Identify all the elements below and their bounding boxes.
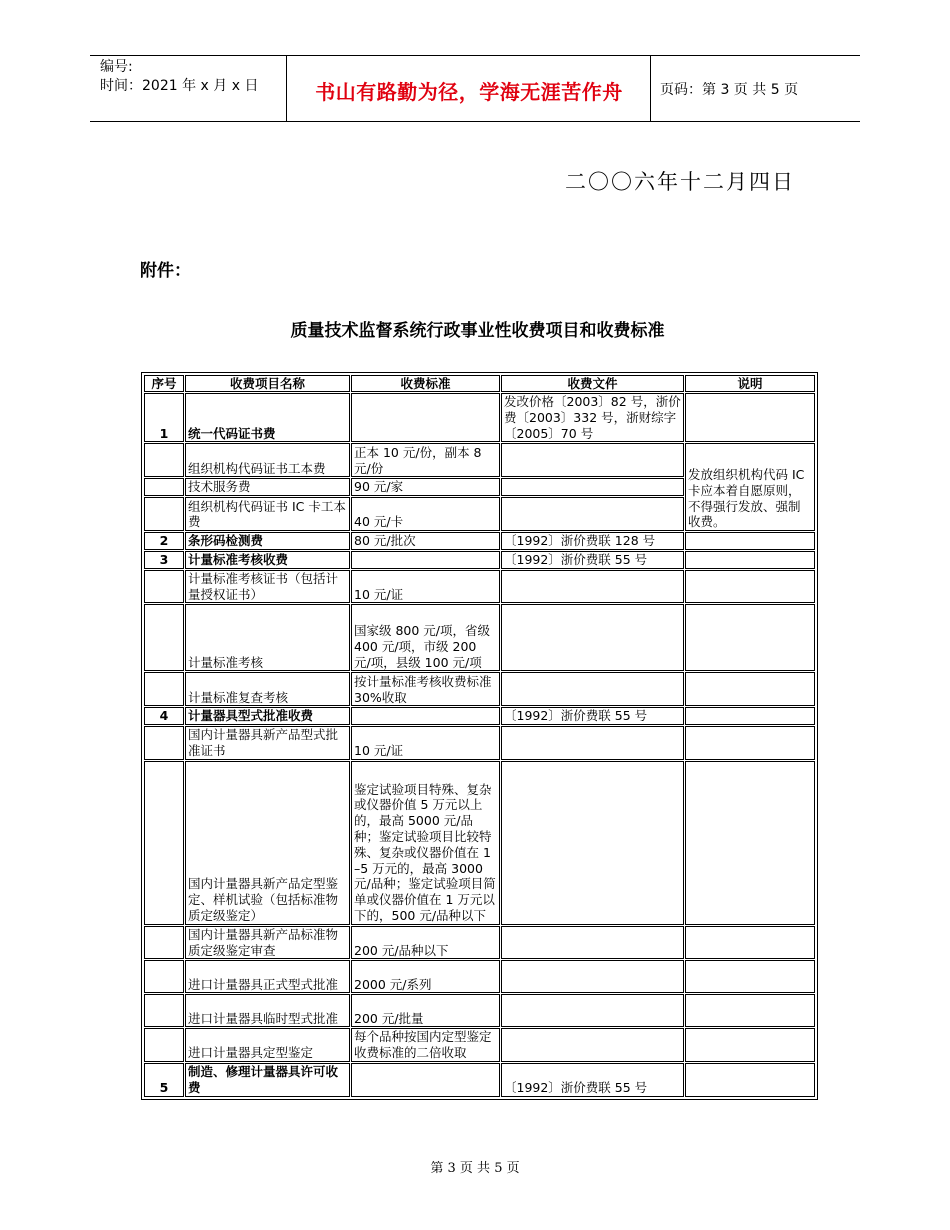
row-note [685, 994, 815, 1027]
row-name: 计量标准复查考核 [185, 672, 350, 706]
row-standard: 40 元/卡 [351, 497, 500, 531]
row-document [501, 604, 684, 671]
row-standard: 200 元/批量 [351, 994, 500, 1027]
header-motto: 书山有路勤为径，学海无涯苦作舟 [315, 80, 623, 104]
row-document [501, 443, 684, 477]
row-name: 组织机构代码证书 IC 卡工本费 [185, 497, 350, 531]
row-standard: 200 元/品种以下 [351, 926, 500, 960]
row-document [501, 478, 684, 496]
row-standard: 10 元/证 [351, 726, 500, 760]
row-no: 3 [144, 551, 184, 569]
row-no: 5 [144, 1063, 184, 1097]
row-no [144, 478, 184, 496]
attachment-label: 附件： [140, 261, 191, 281]
row-no [144, 761, 184, 925]
row-name: 计量标准考核证书（包括计量授权证书） [185, 570, 350, 604]
row-note [685, 672, 815, 706]
row-note [685, 570, 815, 604]
row-name: 条形码检测费 [185, 532, 350, 550]
row-no: 1 [144, 393, 184, 442]
row-name: 计量标准考核收费 [185, 551, 350, 569]
row-standard [351, 551, 500, 569]
table-row [144, 672, 815, 706]
row-no [144, 443, 184, 477]
row-name: 制造、修理计量器具许可收费 [185, 1063, 350, 1097]
row-document [501, 926, 684, 960]
row-document: 〔1992〕浙价费联 55 号 [501, 707, 684, 725]
row-no [144, 994, 184, 1027]
table-row [144, 761, 815, 925]
row-document [501, 1028, 684, 1062]
row-note [685, 604, 815, 671]
header-divider [650, 55, 651, 121]
table-row [144, 1063, 815, 1097]
row-document [501, 994, 684, 1027]
fee-table-frame [141, 372, 818, 1100]
row-standard: 国家级 800 元/项，省级 400 元/项，市级 200 元/项，县级 100 元/项 [351, 604, 500, 671]
row-no [144, 497, 184, 531]
table-header-row [144, 375, 815, 392]
row-name: 国内计量器具新产品型式批准证书 [185, 726, 350, 760]
row-name: 国内计量器具新产品标准物质定级鉴定审查 [185, 926, 350, 960]
row-document: 〔1992〕浙价费联 55 号 [501, 1063, 684, 1097]
header-divider [286, 55, 287, 121]
row-no [144, 604, 184, 671]
row-no [144, 960, 184, 993]
row-name: 进口计量器具定型鉴定 [185, 1028, 350, 1062]
row-name: 国内计量器具新产品定型鉴定、样机试验（包括标准物质定级鉴定） [185, 761, 350, 925]
row-no: 4 [144, 707, 184, 725]
row-document: 〔1992〕浙价费联 55 号 [501, 551, 684, 569]
row-standard: 按计量标准考核收费标准 30%收取 [351, 672, 500, 706]
row-document [501, 672, 684, 706]
row-standard: 鉴定试验项目特殊、复杂或仪器价值 5 万元以上的，最高 5000 元/品种；鉴定试验项目比较特殊、复杂或仪器价值在 1–5 万元的，最高 3000 元/品种；鉴定试验项目简单或仪器价值在 1 万元以下的，500 元/品种以下 [351, 761, 500, 925]
header-bottom-rule [90, 121, 860, 122]
row-note [685, 726, 815, 760]
table-row [144, 443, 815, 477]
row-note [685, 1063, 815, 1097]
table-row [144, 726, 815, 760]
row-name: 进口计量器具正式型式批准 [185, 960, 350, 993]
table-row [144, 960, 815, 993]
row-note [685, 1028, 815, 1062]
row-standard [351, 1063, 500, 1097]
row-standard: 90 元/家 [351, 478, 500, 496]
row-name: 组织机构代码证书工本费 [185, 443, 350, 477]
header-meta [100, 58, 258, 96]
row-name: 计量器具型式批准收费 [185, 707, 350, 725]
table-title: 质量技术监督系统行政事业性收费项目和收费标准 [290, 321, 665, 341]
table-row [144, 570, 815, 604]
header-cell-note: 说明 [685, 375, 815, 392]
row-note [685, 761, 815, 925]
header-cell-document: 收费文件 [501, 375, 684, 392]
row-no [144, 926, 184, 960]
row-note [685, 532, 815, 550]
header-cell-no: 序号 [144, 375, 184, 392]
row-note [685, 926, 815, 960]
row-standard: 80 元/批次 [351, 532, 500, 550]
row-no [144, 726, 184, 760]
table-row [144, 604, 815, 671]
row-name: 统一代码证书费 [185, 393, 350, 442]
row-document [501, 726, 684, 760]
row-note [685, 707, 815, 725]
header-cell-name: 收费项目名称 [185, 375, 350, 392]
page-footer: 第 3 页 共 5 页 [430, 1161, 520, 1176]
row-standard: 每个品种按国内定型鉴定收费标准的二倍收取 [351, 1028, 500, 1062]
row-note [685, 551, 815, 569]
row-name: 计量标准考核 [185, 604, 350, 671]
row-name: 技术服务费 [185, 478, 350, 496]
time-label: 时间：2021 年 x 月 x 日 [100, 78, 259, 94]
header-page-info: 页码：第 3 页 共 5 页 [660, 82, 799, 98]
row-note: 发放组织机构代码 IC 卡应本着自愿原则，不得强行发放、强制收费。 [685, 443, 815, 531]
row-no [144, 570, 184, 604]
code-label: 编号: [100, 59, 133, 75]
row-note [685, 960, 815, 993]
row-document [501, 960, 684, 993]
row-no [144, 1028, 184, 1062]
row-standard: 2000 元/系列 [351, 960, 500, 993]
row-standard [351, 707, 500, 725]
table-row [144, 994, 815, 1027]
document-date: 二〇〇六年十二月四日 [565, 170, 795, 194]
row-document [501, 761, 684, 925]
header-top-rule [90, 55, 860, 56]
table-row [144, 1028, 815, 1062]
row-standard [351, 393, 500, 442]
row-standard: 正本 10 元/份，副本 8 元/份 [351, 443, 500, 477]
row-name: 进口计量器具临时型式批准 [185, 994, 350, 1027]
fee-table [143, 374, 816, 1098]
row-document [501, 570, 684, 604]
table-row [144, 707, 815, 725]
row-no [144, 672, 184, 706]
row-no: 2 [144, 532, 184, 550]
table-row [144, 532, 815, 550]
table-row [144, 393, 815, 442]
table-row [144, 926, 815, 960]
row-document: 发改价格〔2003〕82 号，浙价费〔2003〕332 号，浙财综字〔2005〕70 号 [501, 393, 684, 442]
row-document: 〔1992〕浙价费联 128 号 [501, 532, 684, 550]
row-note [685, 393, 815, 442]
row-document [501, 497, 684, 531]
row-standard: 10 元/证 [351, 570, 500, 604]
table-row [144, 551, 815, 569]
header-cell-standard: 收费标准 [351, 375, 500, 392]
